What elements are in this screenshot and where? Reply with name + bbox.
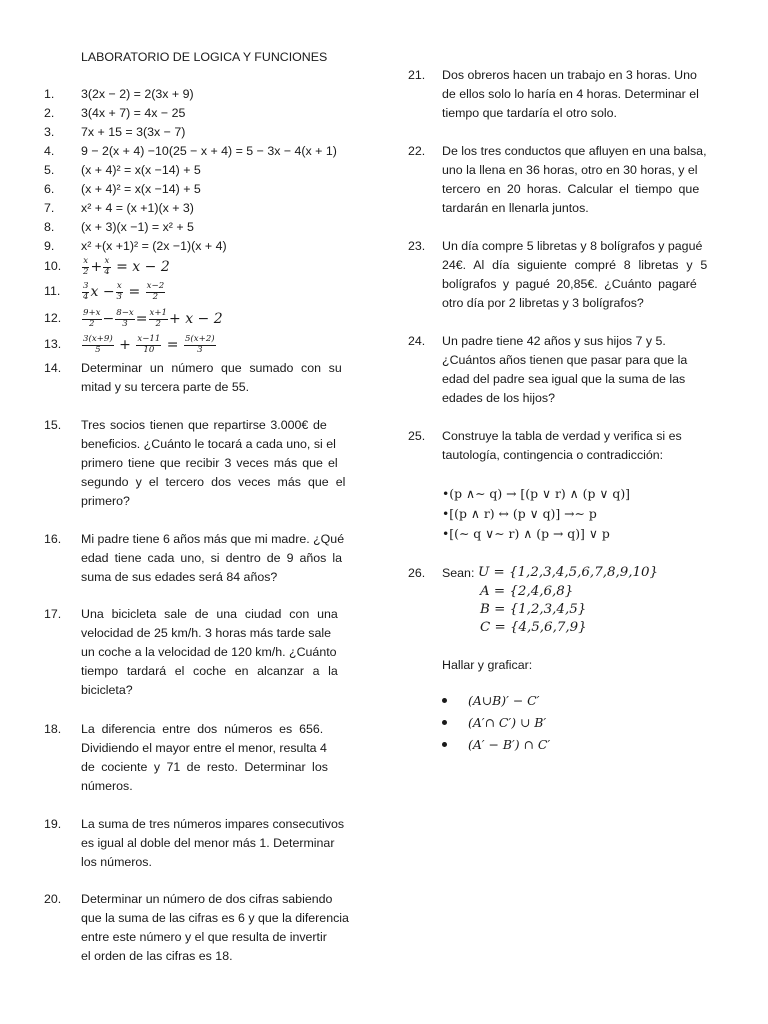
- exercise-text: La suma de tres números impares consecutivos es igual al doble del menor más 1. Determinar los números.: [81, 817, 345, 869]
- fraction: $\frac{5(x+2)}{3}$: [184, 334, 215, 355]
- exercise-equation: $\frac{3}{4}$ x − $\frac{x}{3}$ = $\frac{x-2}{2}$: [83, 281, 165, 302]
- exercise-number: 14.: [44, 361, 62, 375]
- exercise-number: 10.: [44, 259, 62, 273]
- exercise-equation: 7x + 15 = 3(3x − 7): [81, 125, 186, 139]
- fraction: $\frac{x-2}{2}$: [146, 281, 165, 302]
- exercise-number: 19.: [44, 817, 62, 831]
- fraction: $\frac{9+x}{2}$: [83, 308, 101, 329]
- page-title: LABORATORIO DE LOGICA Y FUNCIONES: [81, 50, 328, 64]
- exercise-text: Determinar un número que sumado con su mitad y su tercera parte de 55.: [81, 361, 342, 394]
- exercise-11: [0, 282, 362, 302]
- exercise-number: 25.: [408, 429, 426, 443]
- exercise-number: 7.: [44, 201, 55, 215]
- exercise-equation: (x + 3)(x −1) = x² + 5: [81, 220, 194, 234]
- exercise-number: 22.: [408, 144, 426, 158]
- exercise-equation: x² +(x +1)² = (2x −1)(x + 4): [81, 239, 227, 253]
- exercise-number: 17.: [44, 607, 62, 621]
- exercise-equation: 9 − 2(x + 4) −10(25 − x + 4) = 5 − 3x − 4(x + 1): [81, 144, 337, 158]
- exercise-13: [0, 335, 362, 357]
- exercise-equation: (x + 4)² = x(x −14) + 5: [81, 182, 201, 196]
- exercise-text: Una bicicleta sale de una ciudad con una velocidad de 25 km/h. 3 horas más tarde sale un coche a la velocidad de 120 km/h. ¿Cuánto tiempo tardará el coche en alcanzar a la bicicleta?: [81, 607, 338, 697]
- exercise-number: 9.: [44, 239, 55, 253]
- exercise-equation: x² + 4 = (x +1)(x + 3): [81, 201, 194, 215]
- fraction: $\frac{3(x+9)}{5}$: [83, 334, 113, 355]
- exercise-number: 24.: [408, 334, 426, 348]
- exercise-number: 26.: [408, 566, 426, 580]
- exercise-number: 5.: [44, 163, 55, 177]
- bullet-icon: [442, 720, 447, 725]
- set-definition-c: C = {4,5,6,7,9}: [480, 620, 587, 635]
- exercise-number: 1.: [44, 87, 55, 101]
- exercise-equation: $\frac{x}{2}$ + $\frac{x}{4}$ = x − 2: [83, 256, 170, 277]
- exercise-text: La diferencia entre dos números es 656. Dividiendo el mayor entre el menor, resulta 4 de cociente y 71 de resto. Determinar los números.: [81, 722, 328, 793]
- exercise-number: 16.: [44, 532, 62, 546]
- fraction: $\frac{8-x}{3}$: [116, 308, 134, 329]
- bullet-icon: [442, 742, 447, 747]
- exercise-number: 4.: [44, 144, 55, 158]
- exercise-number: 18.: [44, 722, 62, 736]
- set-definition-a: A = {2,4,6,8}: [480, 584, 574, 599]
- exercise-26: 26. Sean: U = {1,2,3,4,5,6,7,8,9,10} A = {2,4,6,8} B = {1,2,3,4,5} C = {4,5,6,7,9} Hallar y graficar: (A∪B)′ − C′ (A′∩ C′) ∪ B′ (A′ − B′) ∩ C′: [396, 564, 726, 764]
- exercise-number: 2.: [44, 106, 55, 120]
- exercise-number: 8.: [44, 220, 55, 234]
- fraction: $\frac{3}{4}$: [83, 281, 89, 302]
- fraction: $\frac{x+1}{2}$: [149, 308, 168, 329]
- hallar-text: Hallar y graficar:: [442, 658, 533, 672]
- exercise-text: De los tres conductos que afluyen en una balsa, uno la llena en 36 horas, otro en 30 horas, y el tercero en 20 horas. Calcular el tiempo que tardarán en llenarla juntos.: [442, 144, 707, 215]
- logic-formula: •[(p ∧ r) ↔ (p ∨ q)] →∼ p: [442, 506, 597, 521]
- exercise-equation: $\frac{9+x}{2}$ − $\frac{8-x}{3}$ = $\frac{x+1}{2}$ + x − 2: [83, 308, 223, 329]
- fraction: $\frac{x}{2}$: [83, 256, 89, 277]
- logic-formula: •[(∼ q ∨∼ r) ∧ (p → q)] ∨ p: [442, 526, 610, 541]
- exercise-equation: (x + 4)² = x(x −14) + 5: [81, 163, 201, 177]
- exercise-number: 12.: [44, 311, 62, 325]
- exercise-text: Mi padre tiene 6 años más que mi madre. ¿Qué edad tiene cada uno, si dentro de 9 años la suma de sus edades será 84 años?: [81, 532, 345, 584]
- fraction: $\frac{x}{4}$: [104, 256, 110, 277]
- logic-formula: •(p ∧∼ q) → [(p ∨ r) ∧ (p ∨ q)]: [442, 486, 630, 501]
- exercise-equation: 3(4x + 7) = 4x − 25: [81, 106, 186, 120]
- exercise-text: Sean:: [442, 566, 475, 580]
- exercise-text: Un padre tiene 42 años y sus hijos 7 y 5. ¿Cuántos años tienen que pasar para que la edad del padre sea igual que la suma de las edades de los hijos?: [442, 334, 688, 405]
- exercise-equation: $\frac{3(x+9)}{5}$ + $\frac{x-11}{10}$ = $\frac{5(x+2)}{3}$: [83, 334, 215, 355]
- exercise-number: 21.: [408, 68, 426, 82]
- exercise-text: Construye la tabla de verdad y verifica si es tautología, contingencia o contradicción:: [442, 429, 682, 462]
- exercise-number: 13.: [44, 337, 62, 351]
- exercise-10: [0, 257, 362, 277]
- exercise-12: [0, 309, 362, 329]
- exercise-text: Tres socios tienen que repartirse 3.000€ de beneficios. ¿Cuánto le tocará a cada uno, si el primero tiene que recibir 3 veces más que el segundo y el tercero dos veces más que el primero?: [81, 418, 346, 508]
- exercise-text: Un día compre 5 libretas y 8 bolígrafos y pagué 24€. Al día siguiente compré 8 libretas y 5 bolígrafos y pagué 20,85€. ¿Cuánto pagaré otro día por 2 libretas y 3 bolígrafos?: [442, 239, 708, 310]
- exercise-number: 6.: [44, 182, 55, 196]
- exercise-number: 20.: [44, 892, 62, 906]
- exercise-number: 3.: [44, 125, 55, 139]
- exercise-equation: 3(2x − 2) = 2(3x + 9): [81, 87, 194, 101]
- exercise-text: Determinar un número de dos cifras sabiendo que la suma de las cifras es 6 y que la diferencia entre este número y el que resulta de invertir el orden de las cifras es 18.: [81, 892, 349, 963]
- set-definition-b: B = {1,2,3,4,5}: [480, 602, 587, 617]
- exercise-text: Dos obreros hacen un trabajo en 3 horas. Uno de ellos solo lo haría en 4 horas. Determinar el tiempo que tardaría el otro solo.: [442, 68, 699, 120]
- fraction: $\frac{x}{3}$: [116, 281, 123, 302]
- exercise-number: 11.: [44, 284, 61, 298]
- set-definition-u: U = {1,2,3,4,5,6,7,8,9,10}: [478, 565, 659, 580]
- fraction: $\frac{x-11}{10}$: [137, 334, 161, 355]
- bullet-icon: [442, 698, 447, 703]
- exercise-number: 23.: [408, 239, 426, 253]
- exercise-number: 15.: [44, 418, 62, 432]
